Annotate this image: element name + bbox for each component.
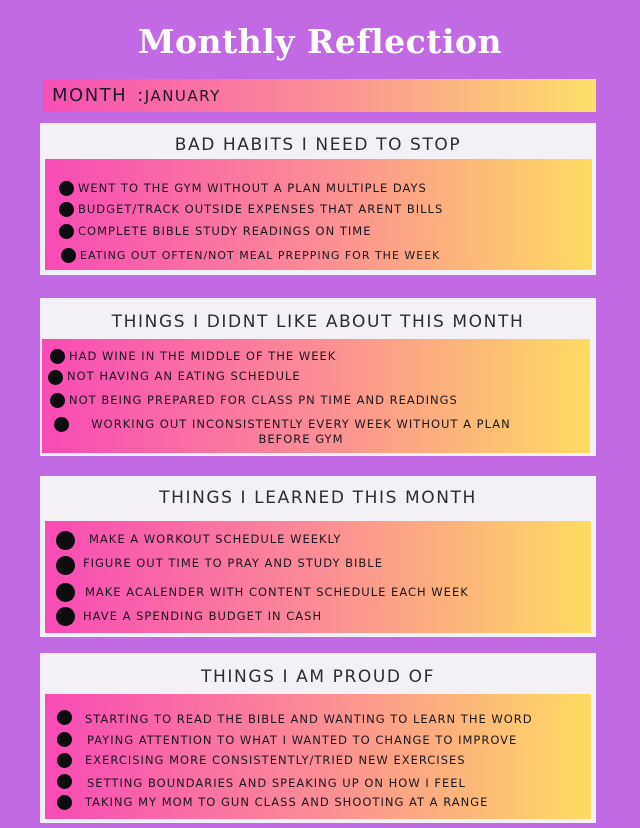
month-separator: : <box>137 85 145 106</box>
list-item-text: NOT BEING PREPARED FOR CLASS PN TIME AND READINGS <box>69 393 458 407</box>
bullet-icon <box>57 732 72 747</box>
month-bar <box>43 79 596 112</box>
list-item-text: WENT TO THE GYM WITHOUT A PLAN MULTIPLE DAYS <box>78 181 427 195</box>
bullet-icon <box>48 370 63 385</box>
section-body <box>42 339 590 453</box>
list-item-text: HAD WINE IN THE MIDDLE OF THE WEEK <box>69 349 337 363</box>
list-item-text: PAYING ATTENTION TO WHAT I WANTED TO CHANGE TO IMPROVE <box>87 733 518 747</box>
section-title: THINGS I AM PROUD OF <box>201 667 435 687</box>
list-item-text: MAKE ACALENDER WITH CONTENT SCHEDULE EACH WEEK <box>85 585 469 599</box>
month-label: MONTH <box>52 85 128 106</box>
list-item-text: EATING OUT OFTEN/NOT MEAL PREPPING FOR THE WEEK <box>80 249 441 262</box>
section-proud-of <box>40 653 596 823</box>
bullet-icon <box>50 349 65 364</box>
section-title: THINGS I DIDNT LIKE ABOUT THIS MONTH <box>111 312 525 332</box>
section-learned <box>40 476 596 637</box>
section-title: BAD HABITS I NEED TO STOP <box>174 135 462 155</box>
bullet-icon <box>61 248 76 263</box>
list-item-text: NOT HAVING AN EATING SCHEDULE <box>67 369 301 383</box>
section-didnt-like <box>40 298 596 456</box>
month-value: JANUARY <box>144 86 221 105</box>
bullet-icon <box>59 181 74 196</box>
section-title: THINGS I LEARNED THIS MONTH <box>159 488 477 508</box>
section-body <box>45 521 591 633</box>
section-body <box>45 694 591 819</box>
list-item-text: FIGURE OUT TIME TO PRAY AND STUDY BIBLE <box>83 556 383 570</box>
list-item-text: MAKE A WORKOUT SCHEDULE WEEKLY <box>89 532 342 546</box>
bullet-icon <box>57 795 72 810</box>
bullet-icon <box>57 774 72 789</box>
section-body <box>45 159 592 270</box>
bullet-icon <box>50 393 65 408</box>
list-item-text: BUDGET/TRACK OUTSIDE EXPENSES THAT ARENT BILLS <box>78 202 444 216</box>
bullet-icon <box>59 202 74 217</box>
list-item-text: EXERCISING MORE CONSISTENTLY/TRIED NEW EXERCISES <box>85 753 466 767</box>
bullet-icon <box>57 710 72 725</box>
bullet-icon <box>59 224 74 239</box>
bullet-icon <box>56 607 75 626</box>
section-bad-habits <box>40 123 596 275</box>
page-title: Monthly Reflection <box>138 22 502 61</box>
list-item-text: HAVE A SPENDING BUDGET IN CASH <box>83 609 323 623</box>
bullet-icon <box>56 531 75 550</box>
bullet-icon <box>56 556 75 575</box>
bullet-icon <box>54 417 69 432</box>
bullet-icon <box>57 753 72 768</box>
list-item-text: WORKING OUT INCONSISTENTLY EVERY WEEK WITHOUT A PLAN BEFORE GYM <box>91 417 511 446</box>
list-item-text: STARTING TO READ THE BIBLE AND WANTING TO LEARN THE WORD <box>85 712 533 726</box>
list-item-text: SETTING BOUNDARIES AND SPEAKING UP ON HOW I FEEL <box>87 776 466 790</box>
list-item-text: TAKING MY MOM TO GUN CLASS AND SHOOTING AT A RANGE <box>85 795 489 809</box>
bullet-icon <box>56 583 75 602</box>
list-item-text: COMPLETE BIBLE STUDY READINGS ON TIME <box>78 224 372 238</box>
